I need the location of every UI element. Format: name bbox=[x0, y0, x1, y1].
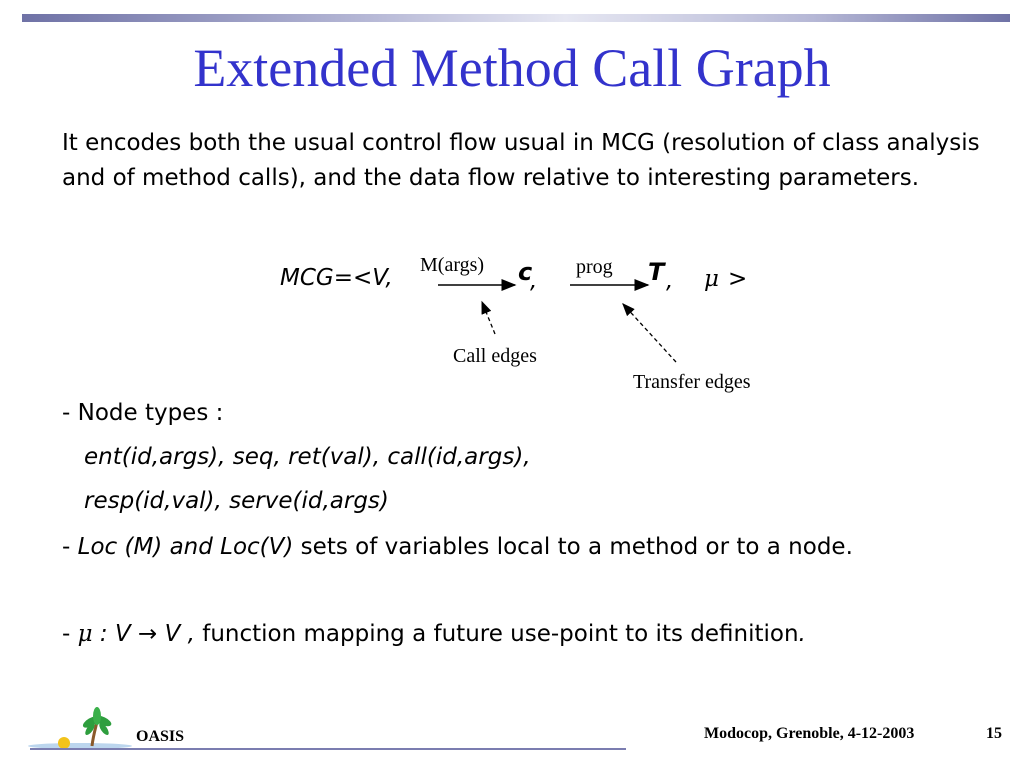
footer-event-text: Modocop, Grenoble, 4-12-2003 bbox=[704, 725, 915, 742]
loc-rest: sets of variables local to a method or to a node. bbox=[293, 534, 853, 560]
mu-rest: function mapping a future use-point to its definition bbox=[194, 621, 799, 647]
mu-bullet-symbol: μ bbox=[77, 621, 93, 647]
mcg-suffix: > bbox=[728, 266, 748, 292]
node-types-line-1: ent(id,args), seq, ret(val), call(id,args), bbox=[84, 444, 531, 470]
footer-oasis-label: OASIS bbox=[136, 728, 185, 745]
intro-paragraph: It encodes both the usual control flow usual in MCG (resolution of class analysis and of method calls), and the data flow relative to interesting parameters. bbox=[62, 130, 980, 191]
comma-1: , bbox=[530, 268, 538, 294]
mu-mapping: : V → V , bbox=[92, 621, 195, 647]
mu-dash: - bbox=[62, 621, 78, 647]
comma-2: , bbox=[666, 268, 674, 294]
footer-rule bbox=[30, 748, 626, 750]
prog-label: prog bbox=[576, 256, 613, 278]
mu-symbol: μ bbox=[704, 266, 719, 292]
mu-end: . bbox=[798, 621, 806, 647]
mcg-prefix: MCG=<V, bbox=[280, 265, 393, 291]
c-symbol: c bbox=[518, 258, 533, 286]
call-edge-label: M(args) bbox=[420, 254, 485, 276]
call-edges-annotation: Call edges bbox=[453, 345, 537, 367]
node-types-heading: - Node types : bbox=[62, 400, 224, 426]
loc-dash: - bbox=[62, 534, 78, 560]
t-symbol: T bbox=[648, 258, 665, 286]
node-types-line-2: resp(id,val), serve(id,args) bbox=[84, 488, 389, 514]
slide-title: Extended Method Call Graph bbox=[193, 38, 831, 98]
loc-italic: Loc (M) and Loc(V) bbox=[77, 534, 294, 560]
transfer-edges-annotation: Transfer edges bbox=[633, 371, 751, 393]
page-number: 15 bbox=[986, 725, 1002, 742]
